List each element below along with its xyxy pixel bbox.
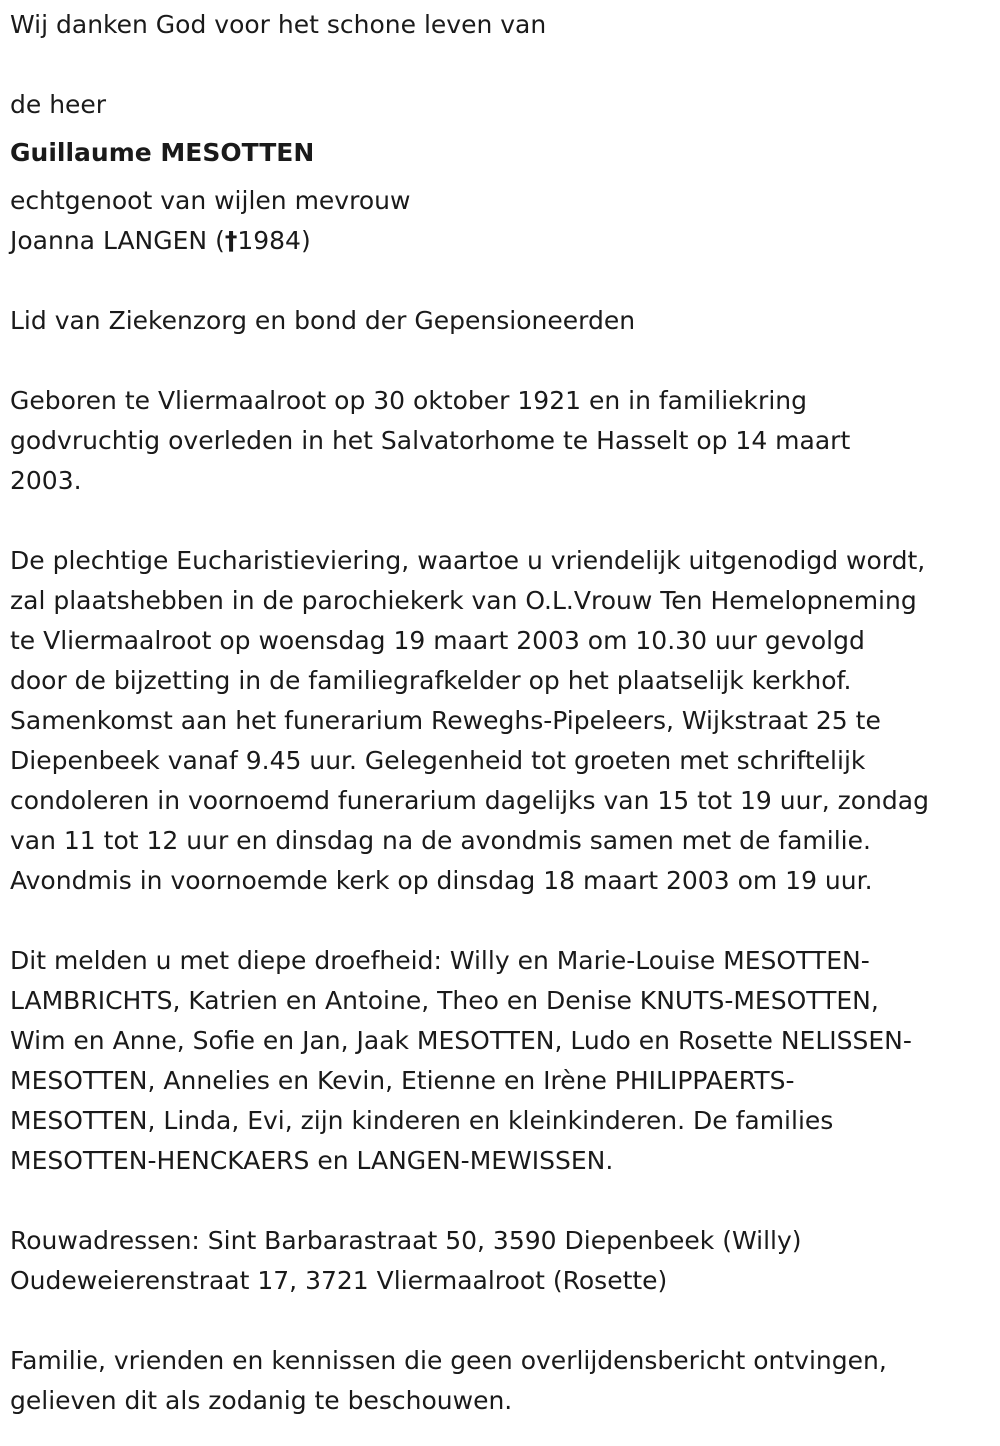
paragraph-line: gelieven dit als zodanig te beschouwen.: [10, 1386, 513, 1415]
spacer: [10, 1181, 995, 1221]
paragraph-line: Avondmis in voornoemde kerk op dinsdag 18 maart 2003 om 19 uur.: [10, 866, 873, 895]
spacer: [10, 1301, 995, 1341]
paragraph-line: van 11 tot 12 uur en dinsdag na de avondmis samen met de familie.: [10, 826, 871, 855]
paragraph-line: godvruchtig overleden in het Salvatorhome te Hasselt op 14 maart: [10, 426, 851, 455]
addresses-paragraph: [10, 1221, 995, 1301]
ceremony-paragraph: [10, 541, 995, 901]
membership-text: Lid van Ziekenzorg en bond der Gepensioneerden: [10, 306, 636, 335]
paragraph-line: Dit melden u met diepe droefheid: Willy en Marie-Louise MESOTTEN-: [10, 946, 870, 975]
spacer: [10, 261, 995, 301]
intro-text: Wij danken God voor het schone leven van: [10, 10, 547, 39]
paragraph-line: door de bijzetting in de familiegrafkelder op het plaatselijk kerkhof.: [10, 666, 852, 695]
paragraph-line: te Vliermaalroot op woensdag 19 maart 2003 om 10.30 uur gevolgd: [10, 626, 865, 655]
paragraph-line: Diepenbeek vanaf 9.45 uur. Gelegenheid tot groeten met schriftelijk: [10, 746, 866, 775]
paragraph-line: condoleren in voornoemd funerarium dagelijks van 15 tot 19 uur, zondag: [10, 786, 929, 815]
paragraph-line: Familie, vrienden en kennissen die geen overlijdensbericht ontvingen,: [10, 1346, 887, 1375]
paragraph-line: Samenkomst aan het funerarium Reweghs-Pipeleers, Wijkstraat 25 te: [10, 706, 881, 735]
cross-icon: †: [224, 226, 238, 255]
spacer: [10, 341, 995, 381]
spouse-death-year: 1984): [237, 226, 311, 255]
address-line: Oudeweierenstraat 17, 3721 Vliermaalroot (Rosette): [10, 1266, 668, 1295]
paragraph-line: MESOTTEN, Linda, Evi, zijn kinderen en kleinkinderen. De families: [10, 1106, 834, 1135]
birth-death-paragraph: [10, 381, 995, 501]
paragraph-line: MESOTTEN-HENCKAERS en LANGEN-MEWISSEN.: [10, 1146, 614, 1175]
deceased-name: Guillaume MESOTTEN: [10, 138, 315, 167]
closing-paragraph: [10, 1341, 995, 1421]
spouse-name: [10, 221, 995, 261]
death-notice: [10, 5, 995, 1421]
spacer: [10, 901, 995, 941]
family-paragraph: [10, 941, 995, 1181]
paragraph-line: MESOTTEN, Annelies en Kevin, Etienne en Irène PHILIPPAERTS-: [10, 1066, 795, 1095]
spacer: [10, 45, 995, 85]
paragraph-line: 2003.: [10, 466, 82, 495]
paragraph-line: Wim en Anne, Sofie en Jan, Jaak MESOTTEN, Ludo en Rosette NELISSEN-: [10, 1026, 912, 1055]
paragraph-line: De plechtige Eucharistieviering, waartoe u vriendelijk uitgenodigd wordt,: [10, 546, 926, 575]
paragraph-line: zal plaatshebben in de parochiekerk van O.L.Vrouw Ten Hemelopneming: [10, 586, 917, 615]
spouse-name-text: Joanna LANGEN (: [10, 226, 225, 255]
paragraph-line: Geboren te Vliermaalroot op 30 oktober 1921 en in familiekring: [10, 386, 807, 415]
paragraph-line: LAMBRICHTS, Katrien en Antoine, Theo en Denise KNUTS-MESOTTEN,: [10, 986, 879, 1015]
spouse-relation: echtgenoot van wijlen mevrouw: [10, 186, 411, 215]
spacer: [10, 501, 995, 541]
address-line: Rouwadressen: Sint Barbarastraat 50, 3590 Diepenbeek (Willy): [10, 1226, 802, 1255]
title-prefix: de heer: [10, 90, 107, 119]
